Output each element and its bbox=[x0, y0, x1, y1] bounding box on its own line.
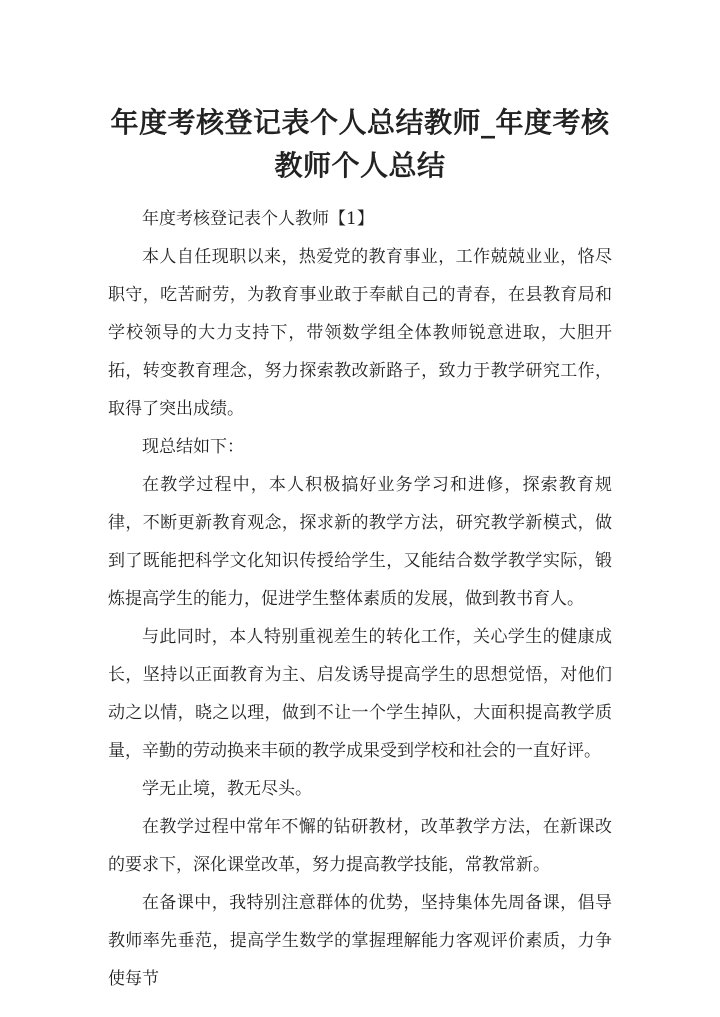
paragraph: 本人自任现职以来，热爱党的教育事业，工作兢兢业业，恪尽职守，吃苦耐劳，为教育事业敢于奉献自己的青春，在县教育局和学校领导的大力支持下，带领数学组全体教师锐意进取，大胆开拓，转变教育理念，努力探索教改新路子，致力于教学研究工作，取得了突出成绩。 bbox=[108, 247, 612, 419]
paragraph: 现总结如下： bbox=[142, 437, 244, 457]
paragraph-subheading: 年度考核登记表个人教师【1】 bbox=[142, 209, 374, 229]
paragraph: 在教学过程中常年不懈的钻研教材，改革教学方法，在新课改的要求下，深化课堂改革，努力提高教学技能，常教常新。 bbox=[108, 817, 612, 875]
paragraph: 在备课中，我特别注意群体的优势，坚持集体先周备课，倡导教师率先垂范，提高学生数学的掌握理解能力客观评价素质，力争使每节 bbox=[108, 893, 612, 989]
paragraph: 在教学过程中，本人积极搞好业务学习和进修，探索教育规律，不断更新教育观念，探求新的教学方法，研究教学新模式，做到了既能把科学文化知识传授给学生，又能结合数学教学实际，锻炼提高学生的能力，促进学生整体素质的发展，做到教书育人。 bbox=[108, 475, 612, 609]
document-body bbox=[108, 200, 612, 998]
document-title: 年度考核登记表个人总结教师_年度考核教师个人总结 bbox=[110, 106, 610, 182]
paragraph: 与此同时，本人特别重视差生的转化工作，关心学生的健康成长，坚持以正面教育为主、启发诱导提高学生的思想觉悟，对他们动之以情，晓之以理，做到不让一个学生掉队，大面积提高教学质量，辛勤的劳动换来丰硕的教学成果受到学校和社会的一直好评。 bbox=[108, 627, 612, 761]
paragraph: 学无止境，教无尽头。 bbox=[142, 779, 312, 799]
